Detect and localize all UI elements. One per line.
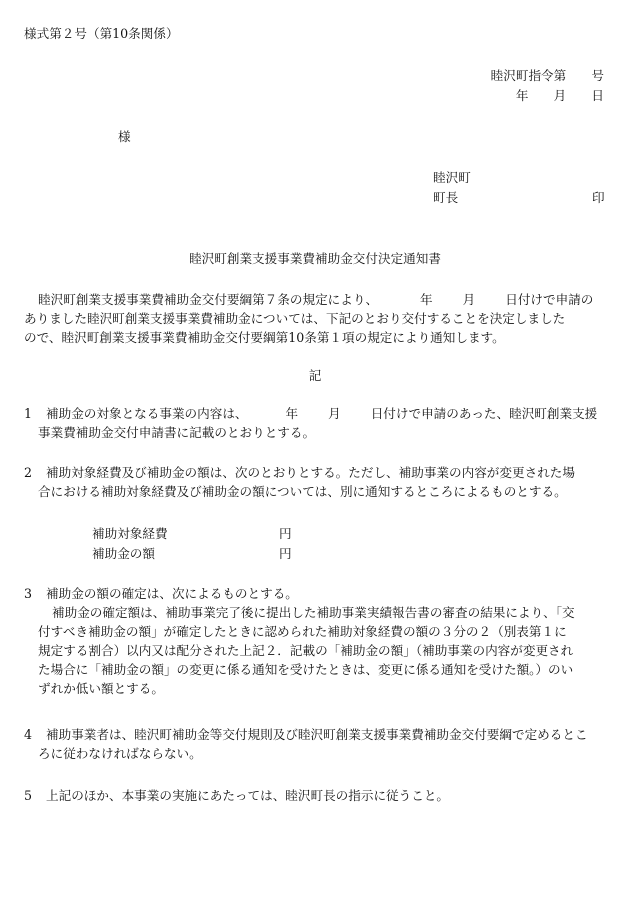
subsidy-amount-unit: 円 xyxy=(279,546,292,561)
item-5 xyxy=(24,786,610,805)
intro-paragraph xyxy=(24,290,610,347)
item-1-text-d: 日付けで申請のあった、睦沢町創業支援 xyxy=(370,406,598,421)
item-3-line-2: 補助金の確定額は、補助事業完了後に提出した補助事業実績報告書の審査の結果により、「交 xyxy=(52,605,575,620)
item-4-line-2: ろに従わなければならない。 xyxy=(38,746,202,761)
item-2-number: 2 xyxy=(24,465,33,480)
subsidy-target-expense-unit: 円 xyxy=(279,526,292,541)
issuer-mayor: 町長 xyxy=(433,190,459,205)
item-1-text-a: 補助金の対象となる事業の内容は、 xyxy=(46,406,248,421)
intro-line-2: ありました睦沢町創業支援事業費補助金については、下記のとおり交付することを決定しました xyxy=(24,311,566,326)
addressee-suffix: 様 xyxy=(118,129,131,144)
item-1-month: 月 xyxy=(328,406,341,421)
item-2-line-1: 補助対象経費及び補助金の額は、次のとおりとする。ただし、補助事業の内容が変更された場 xyxy=(46,465,575,480)
document-number: 睦沢町指令第 号 xyxy=(490,68,604,83)
subsidy-amount-label: 補助金の額 xyxy=(92,546,155,561)
seal-mark: 印 xyxy=(592,190,605,205)
item-2 xyxy=(24,463,610,501)
issue-date: 年 月 日 xyxy=(515,88,604,103)
item-3 xyxy=(24,584,610,698)
intro-text-2: 日付けで申請の xyxy=(505,292,594,307)
item-1-year: 年 xyxy=(285,406,299,421)
form-label: 様式第２号（第10条関係） xyxy=(24,26,179,41)
item-4-number: 4 xyxy=(24,727,33,742)
intro-line-3: ので、睦沢町創業支援事業費補助金交付要綱第10条第１項の規定により通知します。 xyxy=(24,330,505,345)
intro-text-1: 睦沢町創業支援事業費補助金交付要綱第７条の規定により、 xyxy=(38,292,379,307)
item-3-line-5: た場合に「補助金の額」の変更に係る通知を受けたときは、変更に係る通知を受けた額。）のい xyxy=(38,662,574,677)
item-3-line-1: 補助金の額の確定は、次によるものとする。 xyxy=(46,586,298,601)
item-5-line-1: 上記のほか、本事業の実施にあたっては、睦沢町長の指示に従うこと。 xyxy=(46,788,450,803)
item-3-line-3: 付すべき補助金の額」が確定したときに認められた補助対象経費の額の３分の２（別表第１に xyxy=(38,624,567,639)
item-3-number: 3 xyxy=(24,586,33,601)
item-5-number: 5 xyxy=(24,788,33,803)
item-3-line-4: 規定する割合）以内又は配分された上記２．記載の「補助金の額」（補助事業の内容が変更され xyxy=(38,643,574,658)
item-1-line-2: 事業費補助金交付申請書に記載のとおりとする。 xyxy=(38,425,316,440)
ki-heading: 記 xyxy=(308,368,322,383)
item-1-number: 1 xyxy=(24,406,33,421)
document-title: 睦沢町創業支援事業費補助金交付決定通知書 xyxy=(189,251,441,266)
subsidy-target-expense-label: 補助対象経費 xyxy=(92,526,168,541)
item-1 xyxy=(24,404,610,442)
item-4 xyxy=(24,725,610,763)
item-4-line-1: 補助事業者は、睦沢町補助金等交付規則及び睦沢町創業支援事業費補助金交付要綱で定めるとこ xyxy=(46,727,588,742)
issuer-town: 睦沢町 xyxy=(433,170,471,185)
item-2-line-2: 合における補助対象経費及び補助金の額については、別に通知するところによるものとする。 xyxy=(38,484,567,499)
intro-year: 年 xyxy=(420,292,433,307)
item-3-line-6: ずれか低い額とする。 xyxy=(38,681,164,696)
intro-month: 月 xyxy=(462,292,476,307)
